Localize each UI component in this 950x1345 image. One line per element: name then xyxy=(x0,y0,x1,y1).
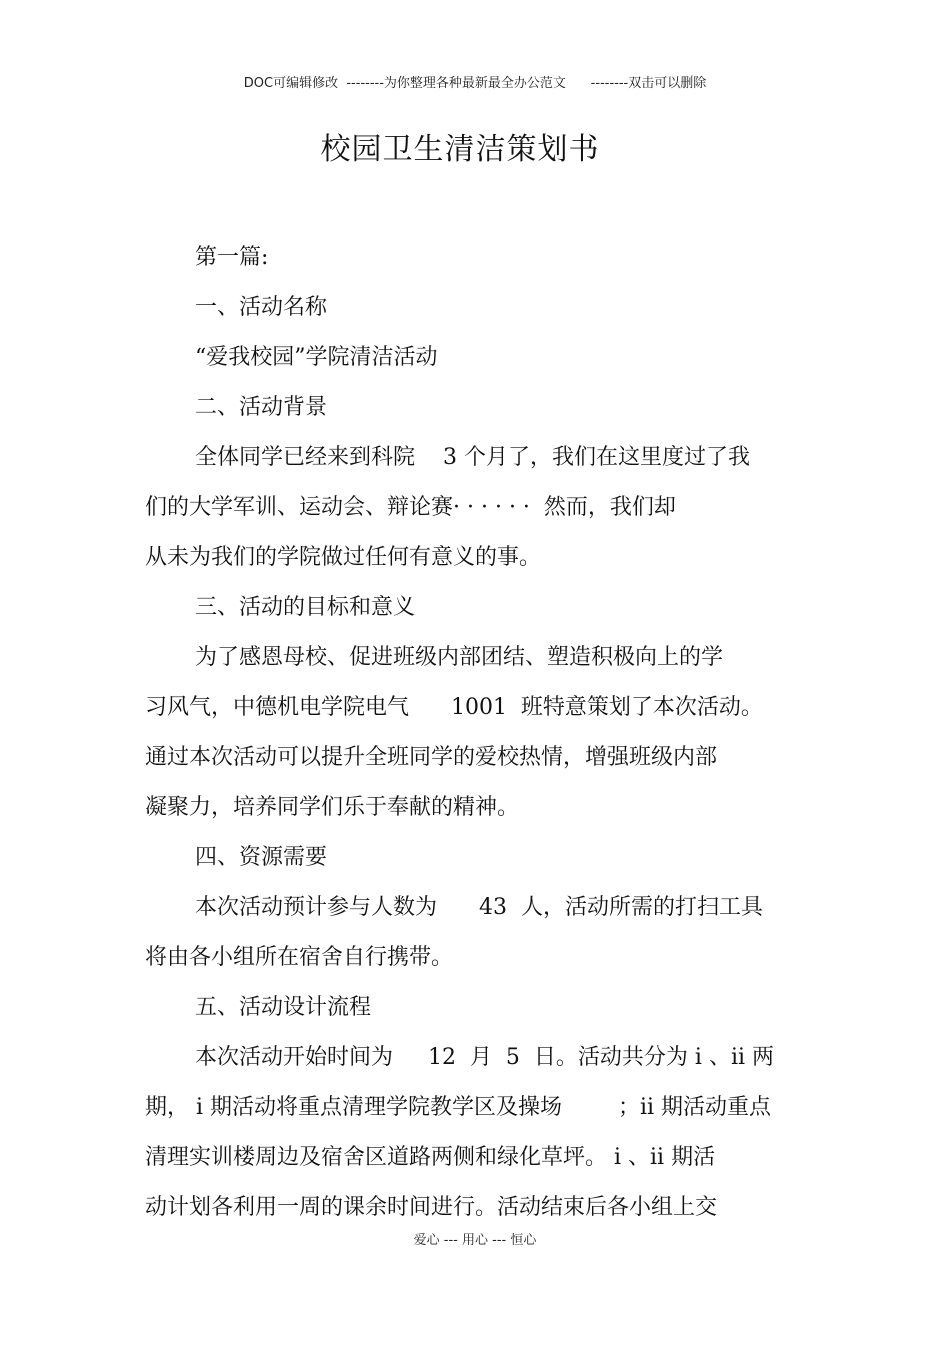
body-line: 期， i 期活动将重点清理学院教学区及操场 ；ii 期活动重点 xyxy=(145,1095,772,1120)
body-line: 本次活动预计参与人数为 43 人，活动所需的打扫工具 xyxy=(195,895,763,920)
document-body xyxy=(145,238,805,1238)
page-footer: 爱心 --- 用心 --- 恒心 xyxy=(413,1233,537,1248)
body-line: 四、资源需要 xyxy=(195,845,328,870)
body-line: 将由各小组所在宿舍自行携带。 xyxy=(145,945,454,970)
page-header: DOC可编辑修改 --------为你整理各种最新最全办公范文 --------双击可以删除 xyxy=(243,76,707,91)
body-line: 从未为我们的学院做过任何有意义的事。 xyxy=(145,545,542,570)
body-line: 凝聚力，培养同学们乐于奉献的精神。 xyxy=(145,795,520,820)
body-line: 们的大学军训、运动会、辩论赛· · · · · · 然而，我们却 xyxy=(145,495,676,520)
body-line: 一、活动名称 xyxy=(195,295,328,320)
body-line: 本次活动开始时间为 12 月 5 日。活动共分为 i 、ii 两 xyxy=(195,1045,775,1070)
document-title: 校园卫生清洁策划书 xyxy=(320,132,600,167)
body-line: 清理实训楼周边及宿舍区道路两侧和绿化草坪。 i 、ii 期活 xyxy=(145,1145,716,1170)
body-line: “爱我校园”学院清洁活动 xyxy=(195,345,438,370)
body-line: 第一篇: xyxy=(195,245,269,270)
body-line: 三、活动的目标和意义 xyxy=(195,595,416,620)
body-line: 五、活动设计流程 xyxy=(195,995,372,1020)
body-line: 动计划各利用一周的课余时间进行。活动结束后各小组上交 xyxy=(145,1195,718,1220)
body-line: 为了感恩母校、促进班级内部团结、塑造积极向上的学 xyxy=(195,645,724,670)
body-line: 全体同学已经来到科院 3 个月了，我们在这里度过了我 xyxy=(195,445,750,470)
body-line: 二、活动背景 xyxy=(195,395,328,420)
body-line: 习风气，中德机电学院电气 1001 班特意策划了本次活动。 xyxy=(145,695,763,720)
body-line: 通过本次活动可以提升全班同学的爱校热情，增强班级内部 xyxy=(145,745,718,770)
